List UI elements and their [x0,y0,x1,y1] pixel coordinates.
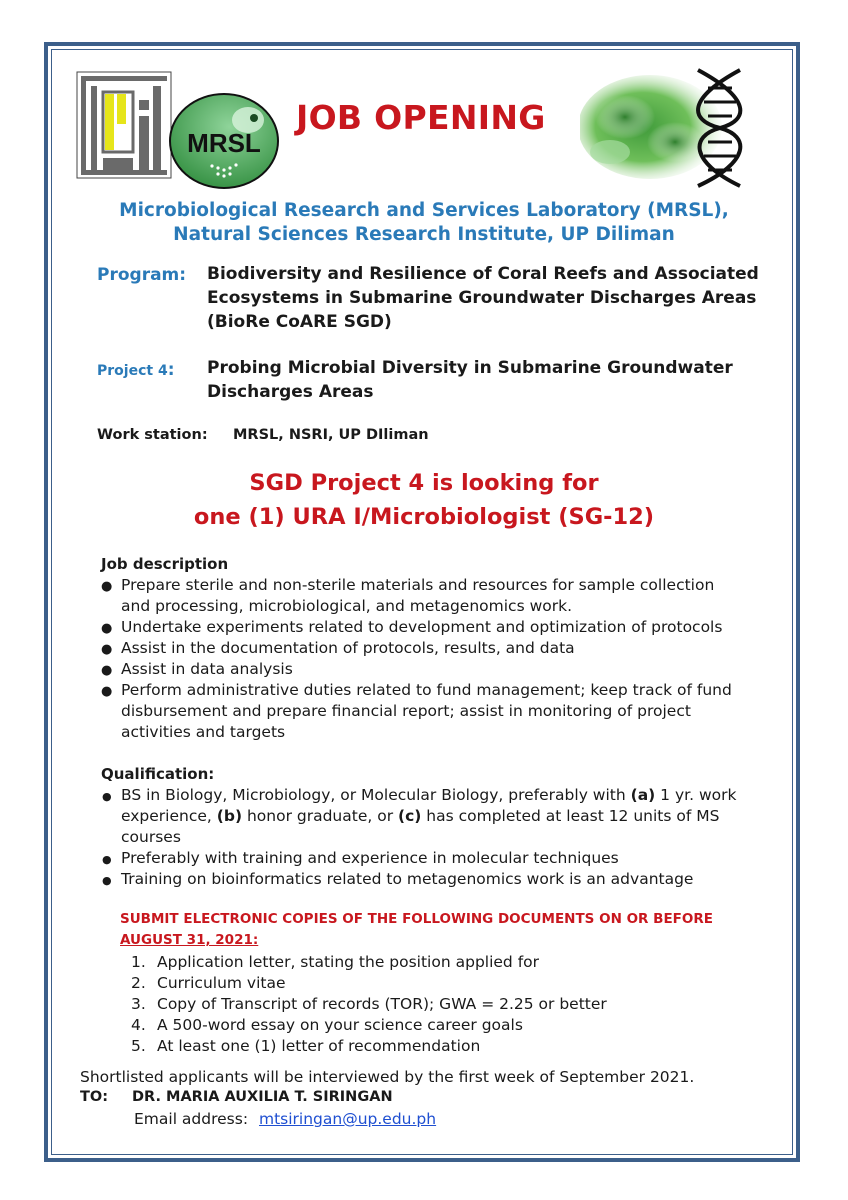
to-label: TO: [80,1089,109,1105]
job-description-item-cont: disbursement and prepare financial report; assist in monitoring of project [121,702,691,720]
requirement-item: A 500-word essay on your science career goals [157,1016,523,1034]
nsri-logo [75,70,173,180]
job-description-item-cont: activities and targets [121,723,286,741]
job-description-item: Perform administrative duties related to fund management; keep track of fund [121,681,732,699]
bullet-icon: ● [101,684,113,699]
job-description-item: Assist in data analysis [121,660,293,678]
bullet-icon: ● [101,621,113,636]
position-headline-line-2: one (1) URA I/Microbiologist (SG-12) [193,504,655,530]
page-title: JOB OPENING [296,98,546,137]
qualification-option-c: (c) [398,807,422,825]
shortlist-note: Shortlisted applicants will be interviewed by the first week of September 2021. [80,1068,695,1086]
qualification-item: Training on bioinformatics related to metagenomics work is an advantage [121,870,694,888]
position-headline-line-1: SGD Project 4 is looking for [249,470,599,496]
bullet-icon: ● [102,853,112,866]
organization-line-1: Microbiological Research and Services Laboratory (MRSL), [119,200,729,221]
job-description-item: Undertake experiments related to development and optimization of protocols [121,618,723,636]
requirement-number: 5. [131,1037,146,1055]
job-description-item-cont: and processing, microbiological, and metagenomics work. [121,597,573,615]
project-label [97,360,175,380]
qualification-text: BS in Biology, Microbiology, or Molecular Biology, preferably with [121,786,631,804]
project-name-line: Discharges Areas [207,382,374,402]
submit-deadline: AUGUST 31, 2021: [120,932,259,948]
mrsl-logo-text: MRSL [187,128,261,158]
qualification-item: Preferably with training and experience in molecular techniques [121,849,619,867]
qualification-text: honor graduate, or [242,807,398,825]
submit-instruction: SUBMIT ELECTRONIC COPIES OF THE FOLLOWING DOCUMENTS ON OR BEFORE [120,911,713,927]
bullet-icon: ● [101,663,113,678]
project-label-text: Project 4 [97,363,168,379]
qualification-option-b: (b) [216,807,243,825]
program-name-line: Biodiversity and Resilience of Coral Reefs and Associated [207,264,759,284]
email-label: Email address: [134,1110,249,1128]
job-description-item: Assist in the documentation of protocols, results, and data [121,639,575,657]
job-description-heading: Job description [101,555,229,573]
qualification-text: experience, [121,807,217,825]
bullet-icon: ● [102,790,112,803]
qualification-option-a: (a) [630,786,656,804]
qualification-text: 1 yr. work [655,786,737,804]
program-name-line: Ecosystems in Submarine Groundwater Discharges Areas [207,288,757,308]
organization-line-2: Natural Sciences Research Institute, UP Diliman [173,224,675,245]
requirement-number: 4. [131,1016,146,1034]
job-description-item: Prepare sterile and non-sterile materials and resources for sample collection [121,576,715,594]
bullet-icon: ● [102,874,112,887]
qualification-item [121,786,736,804]
requirement-number: 1. [131,953,146,971]
qualification-text: has completed at least 12 units of MS [421,807,720,825]
requirement-number: 3. [131,995,146,1013]
project-name-line: Probing Microbial Diversity in Submarine Groundwater [207,358,733,378]
mrsl-logo [168,92,280,190]
requirement-item: Copy of Transcript of records (TOR); GWA = 2.25 or better [157,995,607,1013]
qualification-item-cont [121,807,719,825]
program-name-line: (BioRe CoARE SGD) [207,312,392,332]
workstation-label: Work station: [97,427,208,443]
bullet-icon: ● [101,579,113,594]
recipient-name: DR. MARIA AUXILIA T. SIRINGAN [132,1089,393,1105]
requirement-item: Curriculum vitae [157,974,286,992]
requirement-item: Application letter, stating the position applied for [157,953,540,971]
dna-coral-image [580,62,792,192]
qualification-heading: Qualification: [101,765,215,783]
program-label: Program: [97,265,187,285]
email-link[interactable]: mtsiringan@up.edu.ph [259,1110,437,1128]
bullet-icon: ● [101,642,113,657]
project-label-colon: : [167,360,175,380]
qualification-item-cont: courses [121,828,181,846]
requirement-item: At least one (1) letter of recommendation [157,1037,481,1055]
workstation-value: MRSL, NSRI, UP DIliman [233,427,429,443]
requirement-number: 2. [131,974,146,992]
